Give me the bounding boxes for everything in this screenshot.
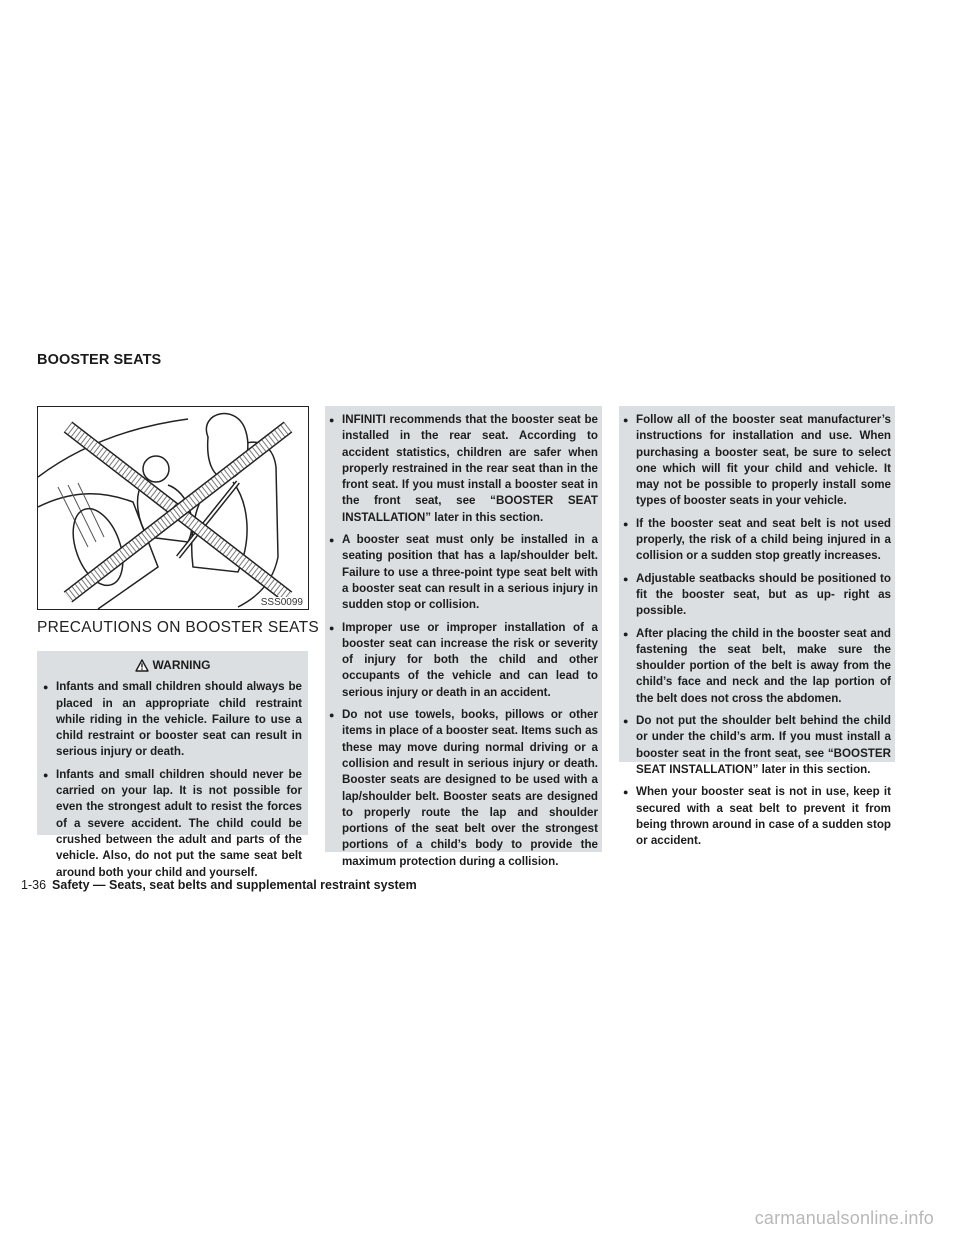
- chapter-title: Safety — Seats, seat belts and supplemental restraint system: [52, 878, 417, 892]
- figure-label: SSS0099: [260, 597, 303, 608]
- watermark: carmanualsonline.info: [754, 1208, 934, 1228]
- section-title: BOOSTER SEATS: [37, 352, 162, 368]
- list-item: ● When your booster seat is not in use, keep it secured with a seat belt to prevent it from being thrown around in case of a sudden stop or accident.: [623, 784, 891, 849]
- subheading: PRECAUTIONS ON BOOSTER SEATS: [37, 619, 319, 636]
- list-item: ● Do not use towels, books, pillows or other items in place of a booster seat. Items such as these may move during normal driving or a collision and result in serious injury or death. Booster seats are designed to be used with a lap/shoulder belt. Booster seats are designed to properly route the lap and shoulder portions of the seat belt over the strongest portions of a child’s body to provide the maximum protection during a collision.: [329, 707, 598, 870]
- list-item: ● Do not put the shoulder belt behind the child or under the child’s arm. If you must install a booster seat in the front seat, see “BOOSTER SEAT INSTALLATION” later in this section.: [623, 713, 891, 778]
- warning-list: [623, 412, 891, 849]
- booster-seat-figure: [37, 406, 309, 610]
- list-item: ● A booster seat must only be installed in a seating position that has a lap/shoulder belt. Failure to use a three-point type seat belt with a booster seat can result in a serious injury in sudden stop or collision.: [329, 532, 598, 613]
- list-item: ● Improper use or improper installation of a booster seat can increase the risk or severity of injury for both the child and other occupants of the vehicle and can lead to serious injury or death in an accident.: [329, 620, 598, 701]
- list-item: ● Infants and small children should always be placed in an appropriate child restraint while riding in the vehicle. Failure to use a child restraint or booster seat can result in serious injury or death.: [43, 679, 302, 760]
- warning-header: [43, 657, 302, 673]
- list-item: ● Follow all of the booster seat manufacturer’s instructions for installation and use. When purchasing a booster seat, be sure to select one which will fit your child and vehicle. It may not be possible to properly install some types of booster seats in your vehicle.: [623, 412, 891, 510]
- list-item: ● INFINITI recommends that the booster seat be installed in the rear seat. According to accident statistics, children are safer when properly restrained in the rear seat than in the front seat. If you must install a booster seat in the front seat, see “BOOSTER SEAT INSTALLATION” later in this section.: [329, 412, 598, 526]
- warning-list: [329, 412, 598, 870]
- crossed-out-child-in-front-seat-illustration: [38, 407, 308, 609]
- page-footer: [21, 878, 417, 892]
- warning-title: WARNING: [152, 658, 211, 672]
- page-number: 1-36: [21, 878, 47, 892]
- list-item: ● If the booster seat and seat belt is not used properly, the risk of a child being injured in a collision or a sudden stop greatly increases.: [623, 516, 891, 565]
- warning-box-continued: [325, 406, 602, 868]
- list-item: ● After placing the child in the booster seat and fastening the seat belt, make sure the shoulder portion of the belt is away from the child’s face and neck and the lap portion of the belt does not cross the abdomen.: [623, 626, 891, 707]
- list-item: ● Adjustable seatbacks should be positioned to fit the booster seat, but as up- right as possible.: [623, 571, 891, 620]
- warning-list: [43, 679, 302, 881]
- list-item: ● Infants and small children should never be carried on your lap. It is not possible for even the strongest adult to resist the forces of a severe accident. The child could be crushed between the adult and parts of the vehicle. Also, do not put the same seat belt around both your child and yourself.: [43, 767, 302, 881]
- warning-box: [37, 651, 308, 879]
- warning-box-continued: [619, 406, 895, 848]
- warning-triangle-icon: [135, 659, 149, 672]
